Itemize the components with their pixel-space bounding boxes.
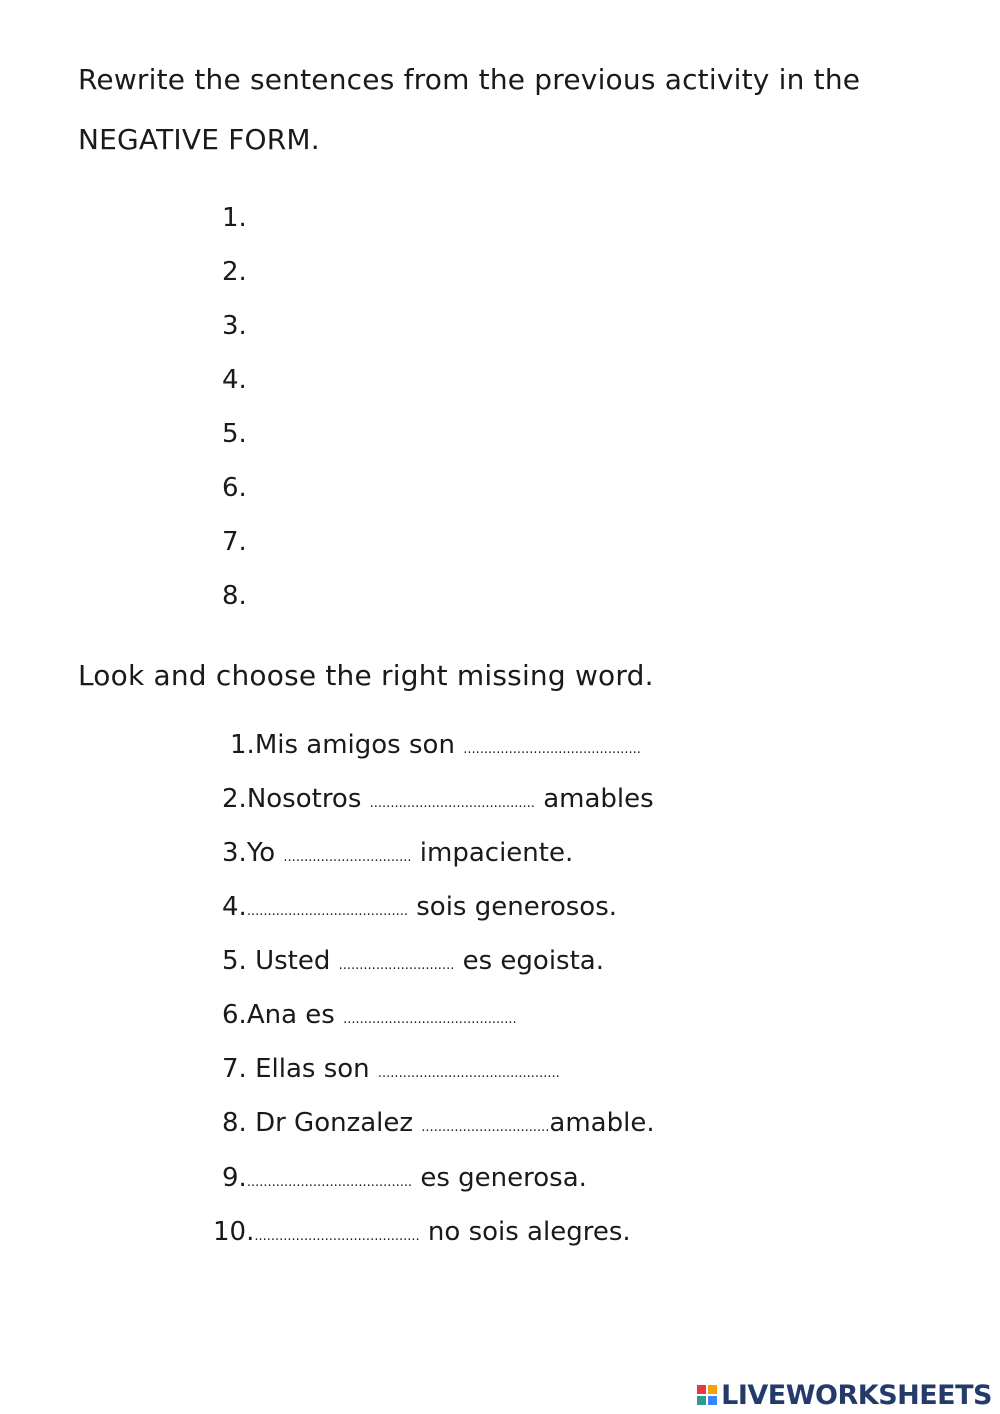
list-number: 1. — [222, 203, 247, 233]
item-number: 2. — [222, 784, 247, 814]
list-item — [230, 732, 641, 758]
answer-blank[interactable]: ............................... — [283, 850, 412, 865]
answer-blank[interactable]: ........................................ — [254, 1229, 420, 1244]
item-text-after: es generosa. — [412, 1163, 587, 1193]
list-item — [222, 894, 617, 920]
item-text-before: Ana es — [246, 1000, 344, 1030]
item-number: 10. — [213, 1217, 255, 1247]
answer-blank[interactable]: ........................................ — [246, 1175, 413, 1190]
list-item — [222, 1056, 560, 1082]
list-item — [222, 786, 654, 812]
brand-name: LIVEWORKSHEETS — [721, 1379, 992, 1411]
answer-blank[interactable]: ....................................... — [246, 904, 408, 919]
brand-square — [708, 1385, 717, 1394]
item-text-before: Mis amigos son — [254, 730, 464, 760]
item-number: 6. — [222, 1000, 247, 1030]
brand-square — [697, 1396, 706, 1405]
answer-blank[interactable]: ............................................ — [377, 1066, 560, 1081]
instruction-choose-word: Look and choose the right missing word. — [78, 659, 654, 692]
list-number: 3. — [222, 311, 247, 341]
instruction-rewrite-line2: NEGATIVE FORM. — [78, 123, 320, 156]
item-text-after: amables — [534, 784, 654, 814]
list-item — [222, 948, 604, 974]
item-number: 8. — [222, 1108, 247, 1138]
item-number: 3. — [222, 838, 247, 868]
item-number: 1. — [230, 730, 255, 760]
list-item — [222, 1110, 655, 1136]
item-number: 5. — [222, 946, 247, 976]
brand-square — [708, 1396, 717, 1405]
answer-blank[interactable]: ............................ — [338, 958, 455, 973]
item-text-after: sois generosos. — [407, 892, 617, 922]
list-item — [222, 840, 573, 866]
list-item — [222, 1002, 517, 1028]
item-text-after: impaciente. — [411, 838, 574, 868]
brand-mark-icon — [697, 1385, 717, 1405]
answer-blank[interactable]: .......................................... — [343, 1012, 517, 1027]
liveworksheets-logo[interactable] — [697, 1378, 992, 1412]
answer-blank[interactable]: ........................................... — [463, 742, 641, 757]
item-text-before: Dr Gonzalez — [246, 1108, 422, 1138]
item-number: 9. — [222, 1163, 247, 1193]
item-text-before: Ellas son — [246, 1054, 378, 1084]
list-number: 2. — [222, 257, 247, 287]
item-number: 7. — [222, 1054, 247, 1084]
answer-blank[interactable]: ............................... — [421, 1120, 550, 1135]
item-text-after: no sois alegres. — [419, 1217, 631, 1247]
list-number: 7. — [222, 527, 247, 557]
list-number: 5. — [222, 419, 247, 449]
answer-blank[interactable]: ........................................ — [369, 796, 535, 811]
instruction-rewrite-line1: Rewrite the sentences from the previous activity in the — [78, 63, 861, 96]
item-text-before: Usted — [246, 946, 339, 976]
item-number: 4. — [222, 892, 247, 922]
brand-square — [697, 1385, 706, 1394]
list-number: 8. — [222, 581, 247, 611]
item-text-after: amable. — [549, 1108, 655, 1138]
list-number: 4. — [222, 365, 247, 395]
list-item — [222, 1165, 587, 1191]
list-number: 6. — [222, 473, 247, 503]
item-text-after: es egoista. — [454, 946, 604, 976]
item-text-before: Yo — [246, 838, 284, 868]
list-item — [213, 1219, 631, 1245]
item-text-before: Nosotros — [246, 784, 370, 814]
